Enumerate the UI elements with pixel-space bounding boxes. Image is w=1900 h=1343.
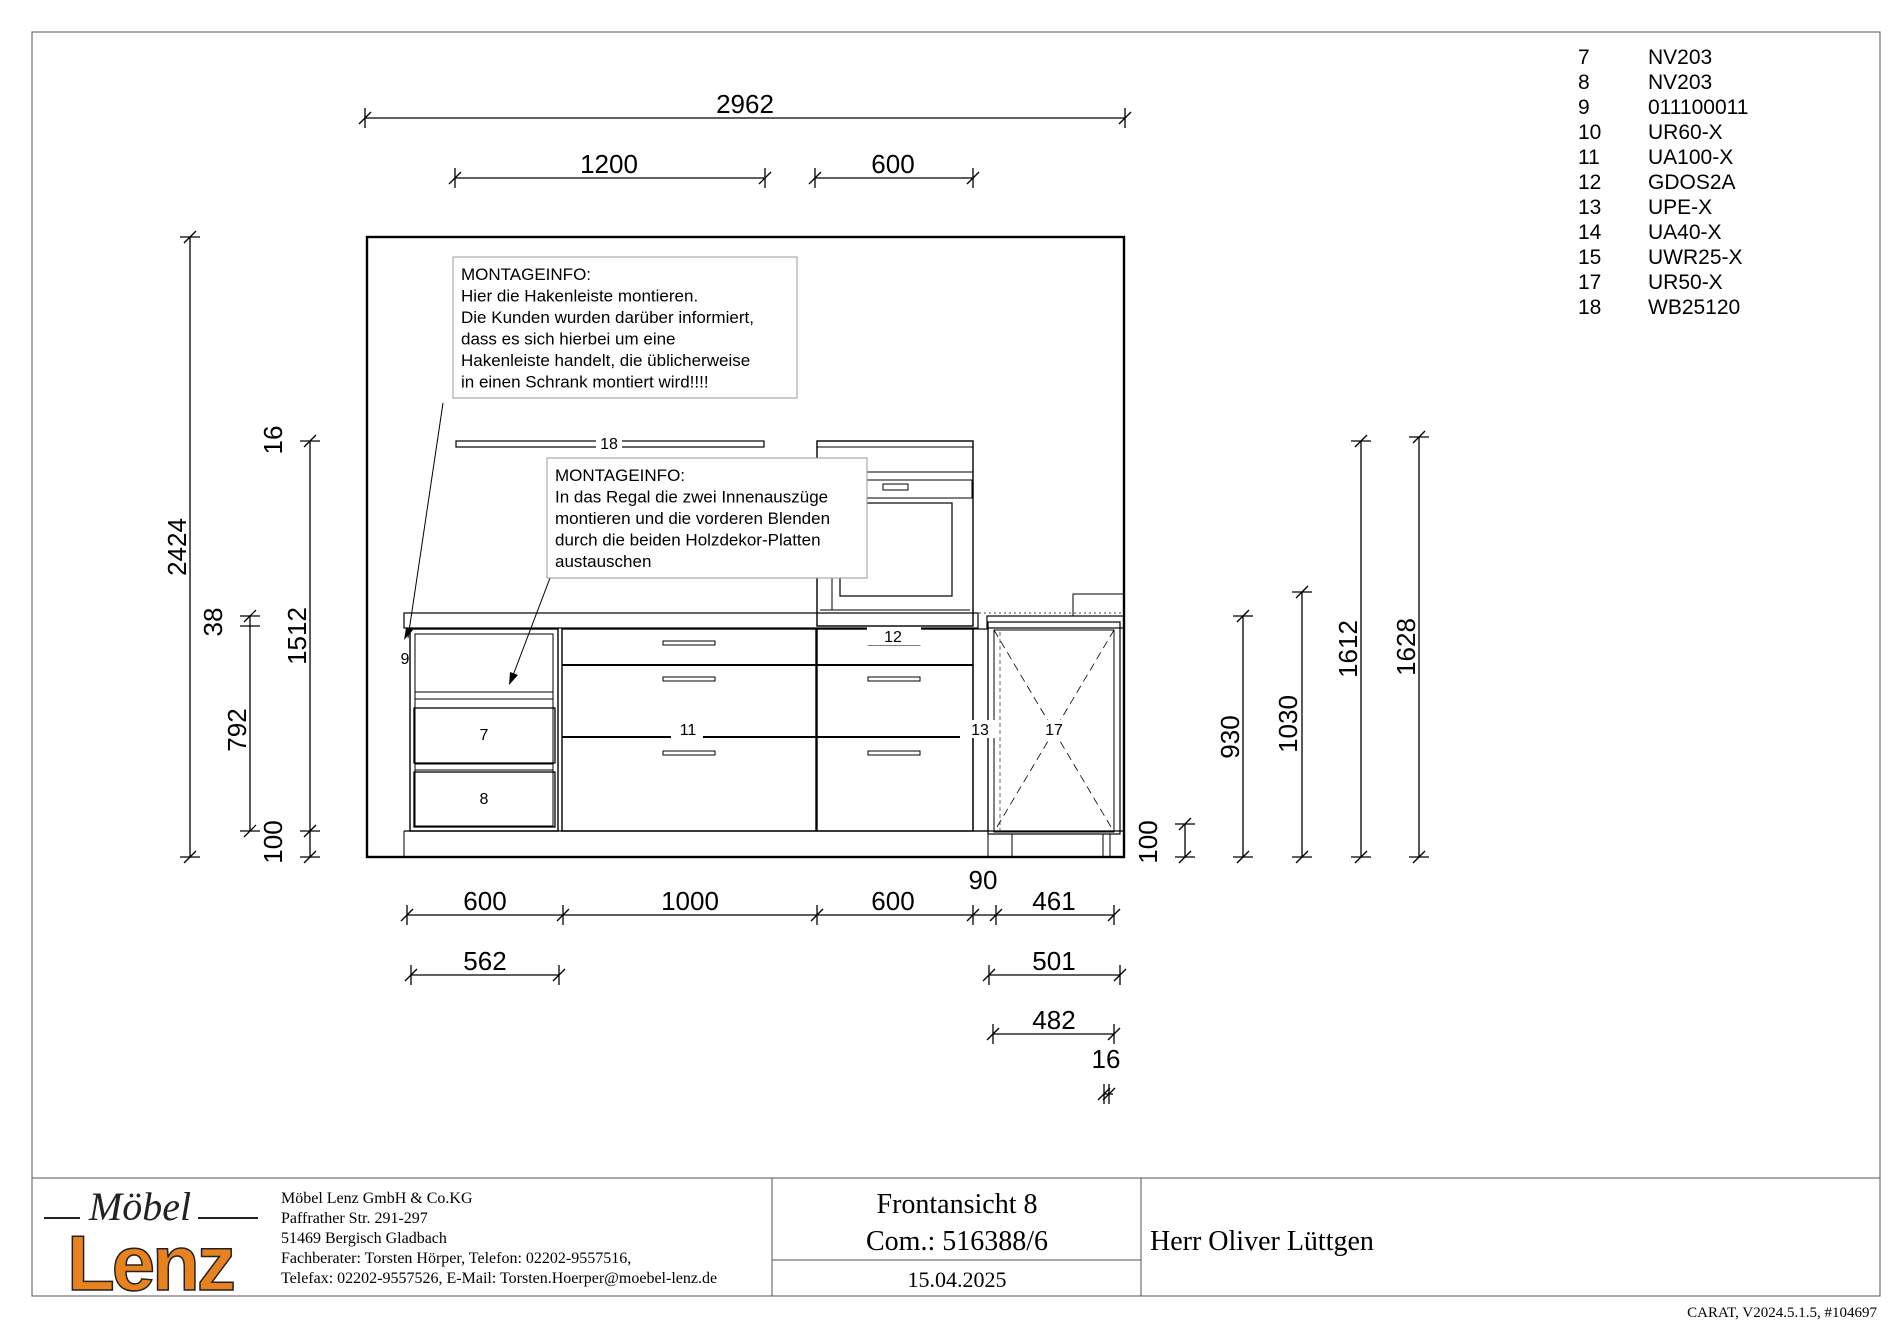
title-block [32, 1178, 1880, 1307]
dim-1030: 1030 [1273, 695, 1303, 753]
dim-upper-left: 1200 [580, 149, 638, 179]
dim-bottom-16: 16 [1091, 1044, 1121, 1074]
logo-top-text: Möbel [88, 1184, 192, 1229]
pos-label-18: 18 [600, 436, 618, 453]
dim-1612: 1612 [1333, 620, 1363, 678]
parts-row [1578, 296, 1740, 319]
svg-text:UA40-X: UA40-X [1648, 221, 1722, 244]
parts-row [1578, 46, 1712, 69]
note2-line: In das Regal die zwei Innenauszüge [555, 487, 829, 507]
parts-row [1578, 196, 1712, 219]
montage-note-1 [453, 257, 797, 398]
pos-label-17: 17 [1045, 722, 1063, 739]
svg-text:UR50-X: UR50-X [1648, 271, 1723, 294]
view-title: Frontansicht 8 [876, 1189, 1038, 1220]
drawer-unit-12 [817, 629, 973, 831]
dim-total-width: 2962 [716, 89, 774, 119]
svg-text:15: 15 [1578, 246, 1602, 269]
parts-row [1578, 146, 1733, 169]
note2-line: montieren und die vorderen Blenden [555, 509, 831, 528]
note2-line: austauschen [555, 552, 652, 571]
svg-text:UR60-X: UR60-X [1648, 121, 1723, 144]
dim-bottom-600b: 600 [871, 886, 915, 916]
svg-text:UA100-X: UA100-X [1648, 146, 1734, 169]
customer-name: Herr Oliver Lüttgen [1150, 1226, 1374, 1257]
software-version: CARAT, V2024.5.1.5, #104697 [1687, 1305, 1877, 1321]
pos-label-11: 11 [679, 722, 697, 739]
moebel-lenz-logo [44, 1184, 258, 1307]
dim-bottom-90: 90 [968, 865, 998, 895]
svg-text:WB25120: WB25120 [1648, 296, 1741, 319]
company-info [281, 1190, 717, 1287]
company-line: Fachberater: Torsten Hörper, Telefon: 02202-9557516, [281, 1250, 632, 1267]
svg-text:13: 13 [1578, 196, 1602, 219]
logo-main-text: Lenz [67, 1219, 233, 1307]
svg-text:17: 17 [1578, 271, 1602, 294]
dim-bottom-1000: 1000 [661, 886, 719, 916]
svg-text:9: 9 [1578, 96, 1590, 119]
parts-row [1578, 246, 1743, 269]
pos-label-9: 9 [400, 651, 410, 668]
parts-row [1578, 271, 1723, 294]
svg-text:8: 8 [1578, 71, 1590, 94]
svg-text:7: 7 [1578, 46, 1590, 69]
dim-plinth-right: 100 [1133, 820, 1163, 864]
commission-number: Com.: 516388/6 [865, 1226, 1049, 1257]
note2-line: durch die beiden Holzdekor-Platten [555, 530, 821, 550]
note1-line: Hakenleiste handelt, die üblicherweise [461, 351, 751, 370]
drawing-date: 15.04.2025 [907, 1267, 1007, 1292]
dim-wall-height: 1512 [282, 607, 312, 665]
company-line: Telefax: 02202-9557526, E-Mail: Torsten.Hoerper@moebel-lenz.de [281, 1270, 718, 1287]
company-line: Paffrather Str. 291-297 [281, 1210, 428, 1227]
montage-note-2 [547, 458, 867, 578]
parts-row [1578, 71, 1712, 94]
dim-bottom-562: 562 [463, 946, 507, 976]
svg-text:GDOS2A: GDOS2A [1648, 171, 1736, 194]
svg-text:UPE-X: UPE-X [1648, 196, 1713, 219]
svg-text:12: 12 [1578, 171, 1602, 194]
note1-line: Die Kunden wurden darüber informiert, [461, 308, 754, 327]
dim-upper-right: 600 [871, 149, 915, 179]
dim-rail-offset: 16 [258, 425, 288, 455]
dim-bottom-461: 461 [1032, 886, 1076, 916]
note1-line: MONTAGEINFO: [461, 265, 592, 284]
parts-list [1578, 46, 1748, 319]
parts-row [1578, 171, 1736, 194]
note1-line: dass es sich hierbei um eine [461, 329, 676, 349]
dim-930: 930 [1215, 715, 1245, 759]
dim-bottom-482: 482 [1032, 1005, 1076, 1035]
note1-leader [408, 403, 443, 638]
svg-text:NV203: NV203 [1648, 71, 1713, 94]
svg-text:UWR25-X: UWR25-X [1648, 246, 1743, 269]
pos-label-13: 13 [971, 722, 989, 739]
svg-text:11: 11 [1578, 146, 1600, 169]
parts-row [1578, 121, 1723, 144]
dim-total-height: 2424 [162, 518, 192, 576]
pos-label-7: 7 [479, 727, 489, 744]
parts-row [1578, 96, 1748, 119]
dim-base-height: 792 [222, 708, 252, 752]
dim-bottom-600a: 600 [463, 886, 507, 916]
svg-text:18: 18 [1578, 296, 1602, 319]
note1-line: in einen Schrank montiert wird!!!! [461, 372, 709, 392]
parts-row [1578, 221, 1722, 244]
company-line: 51469 Bergisch Gladbach [281, 1230, 447, 1247]
note2-line: MONTAGEINFO: [555, 466, 686, 485]
pos-label-8: 8 [479, 791, 489, 808]
company-line: Möbel Lenz GmbH & Co.KG [281, 1190, 473, 1207]
dim-plinth-left: 100 [258, 820, 288, 864]
dim-worktop: 38 [198, 607, 228, 637]
note1-line: Hier die Hakenleiste montieren. [461, 286, 699, 306]
svg-text:10: 10 [1578, 121, 1602, 144]
svg-text:14: 14 [1578, 221, 1602, 244]
svg-text:NV203: NV203 [1648, 46, 1713, 69]
dim-bottom-501: 501 [1032, 946, 1076, 976]
oven-knob [883, 484, 908, 490]
svg-text:011100011: 011100011 [1648, 96, 1749, 119]
dim-1628: 1628 [1391, 618, 1421, 676]
pos-label-12: 12 [884, 629, 902, 646]
